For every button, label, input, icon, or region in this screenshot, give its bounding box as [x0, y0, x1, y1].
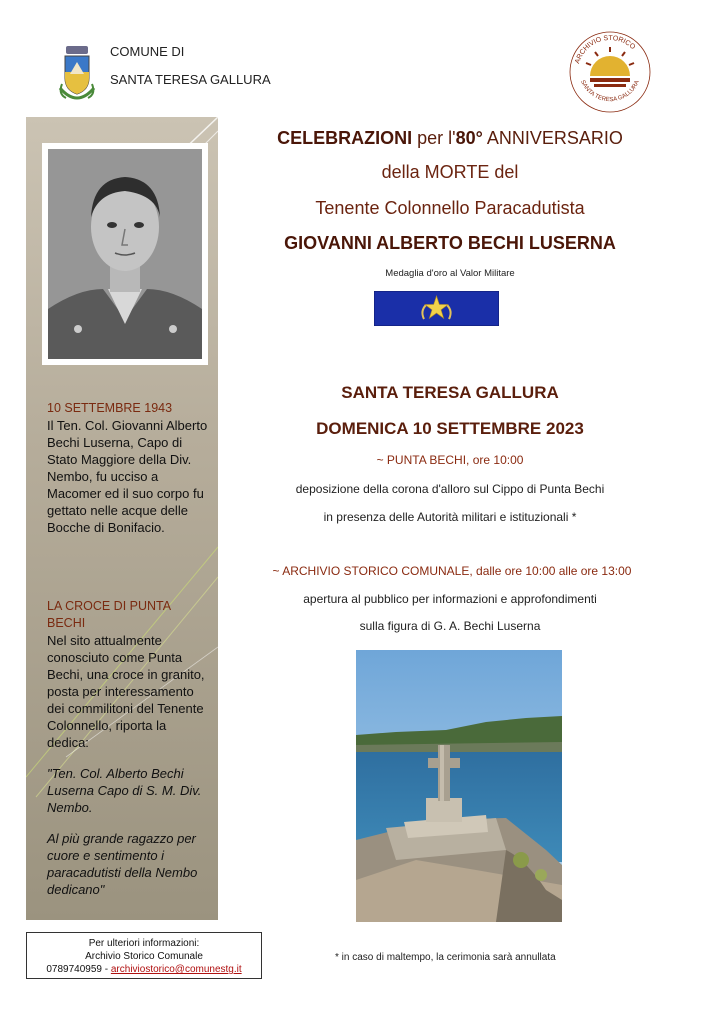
title-anniversario: ANNIVERSARIO — [482, 128, 623, 148]
weather-footnote — [335, 952, 556, 963]
event-place: SANTA TERESA GALLURA — [341, 383, 559, 402]
event1-desc-line1: deposizione della corona d'alloro sul Cippo di Punta Bechi — [295, 482, 605, 496]
info-line1: Per ulteriori informazioni: — [88, 938, 200, 949]
title-line1 — [240, 128, 660, 149]
title-celebrazioni: CELEBRAZIONI — [277, 128, 413, 148]
info-line2: Archivio Storico Comunale — [85, 951, 203, 962]
comune-crest-logo — [56, 44, 98, 108]
title-name: GIOVANNI ALBERTO BECHI LUSERNA — [284, 233, 616, 253]
dedication-quote-1: "Ten. Col. Alberto Bechi Luserna Capo di S. M. Div. Nembo. — [47, 766, 202, 815]
footnote-star: * — [335, 952, 339, 963]
event1-desc-line2: in presenza delle Autorità militari e istituzionali * — [323, 510, 577, 524]
phone-number: 0789740959 — [46, 964, 102, 975]
event2-desc-line1: apertura al pubblico per informazioni e approfondimenti — [303, 592, 597, 606]
event-date: DOMENICA 10 SETTEMBRE 2023 — [316, 419, 584, 438]
contact-info-box — [26, 932, 262, 979]
title-80: 80° — [455, 128, 483, 148]
punta-bechi-cross-photo — [356, 650, 562, 922]
dedication-quote-2: Al più grande ragazzo per cuore e sentimento i paracadutisti della Nembo dedicano" — [47, 831, 198, 897]
medal-caption: Medaglia d'oro al Valor Militare — [385, 268, 515, 279]
email-link[interactable]: archiviostorico@comunestg.it — [110, 964, 242, 975]
sidebar-section2-body: Nel sito attualmente conosciuto come Punta Bechi, una croce in granito, posta per interessamento dei commilitoni del Tenente Colonnello, riporta la dedica: — [47, 633, 205, 750]
archive-logo-text-top: ARCHIVIO STORICO — [574, 34, 637, 65]
comune-name-line2: SANTA TERESA GALLURA — [110, 72, 271, 87]
sidebar-section2-heading: LA CROCE DI PUNTA BECHI — [47, 599, 171, 630]
sidebar-section-1 — [47, 400, 211, 536]
gold-medal-ribbon — [374, 291, 499, 326]
footnote-text: in caso di maltempo, la cerimonia sarà annullata — [338, 952, 556, 963]
contact-separator: - — [101, 964, 111, 975]
portrait-photo — [42, 143, 208, 365]
event2-title: ~ ARCHIVIO STORICO COMUNALE, dalle ore 10:00 alle ore 13:00 — [272, 564, 632, 578]
sidebar-section-2 — [47, 598, 211, 898]
comune-name-line1: COMUNE DI — [110, 44, 185, 59]
info-contact-line — [27, 963, 261, 976]
title-per: per l' — [412, 128, 456, 148]
title-line2: della MORTE del — [381, 162, 519, 182]
event1-title: ~ PUNTA BECHI, ore 10:00 — [376, 453, 524, 467]
portrait-image — [48, 149, 202, 359]
archive-logo-text-bottom: SANTA TERESA GALLURA — [579, 79, 641, 104]
sidebar-section1-heading: 10 SETTEMBRE 1943 — [47, 401, 173, 415]
sidebar-section1-body: Il Ten. Col. Giovanni Alberto Bechi Luserna, Capo di Stato Maggiore della Div. Nembo, fu ucciso a Macomer ed il suo corpo fu gettato nelle acque delle Bocche di Bonifacio. — [47, 418, 208, 535]
event2-desc-line2: sulla figura di G. A. Bechi Luserna — [359, 619, 541, 633]
title-line3: Tenente Colonnello Paracadutista — [315, 198, 585, 218]
svg-text:SANTA TERESA GALLURA — [579, 79, 641, 103]
archivio-storico-logo — [568, 30, 652, 114]
